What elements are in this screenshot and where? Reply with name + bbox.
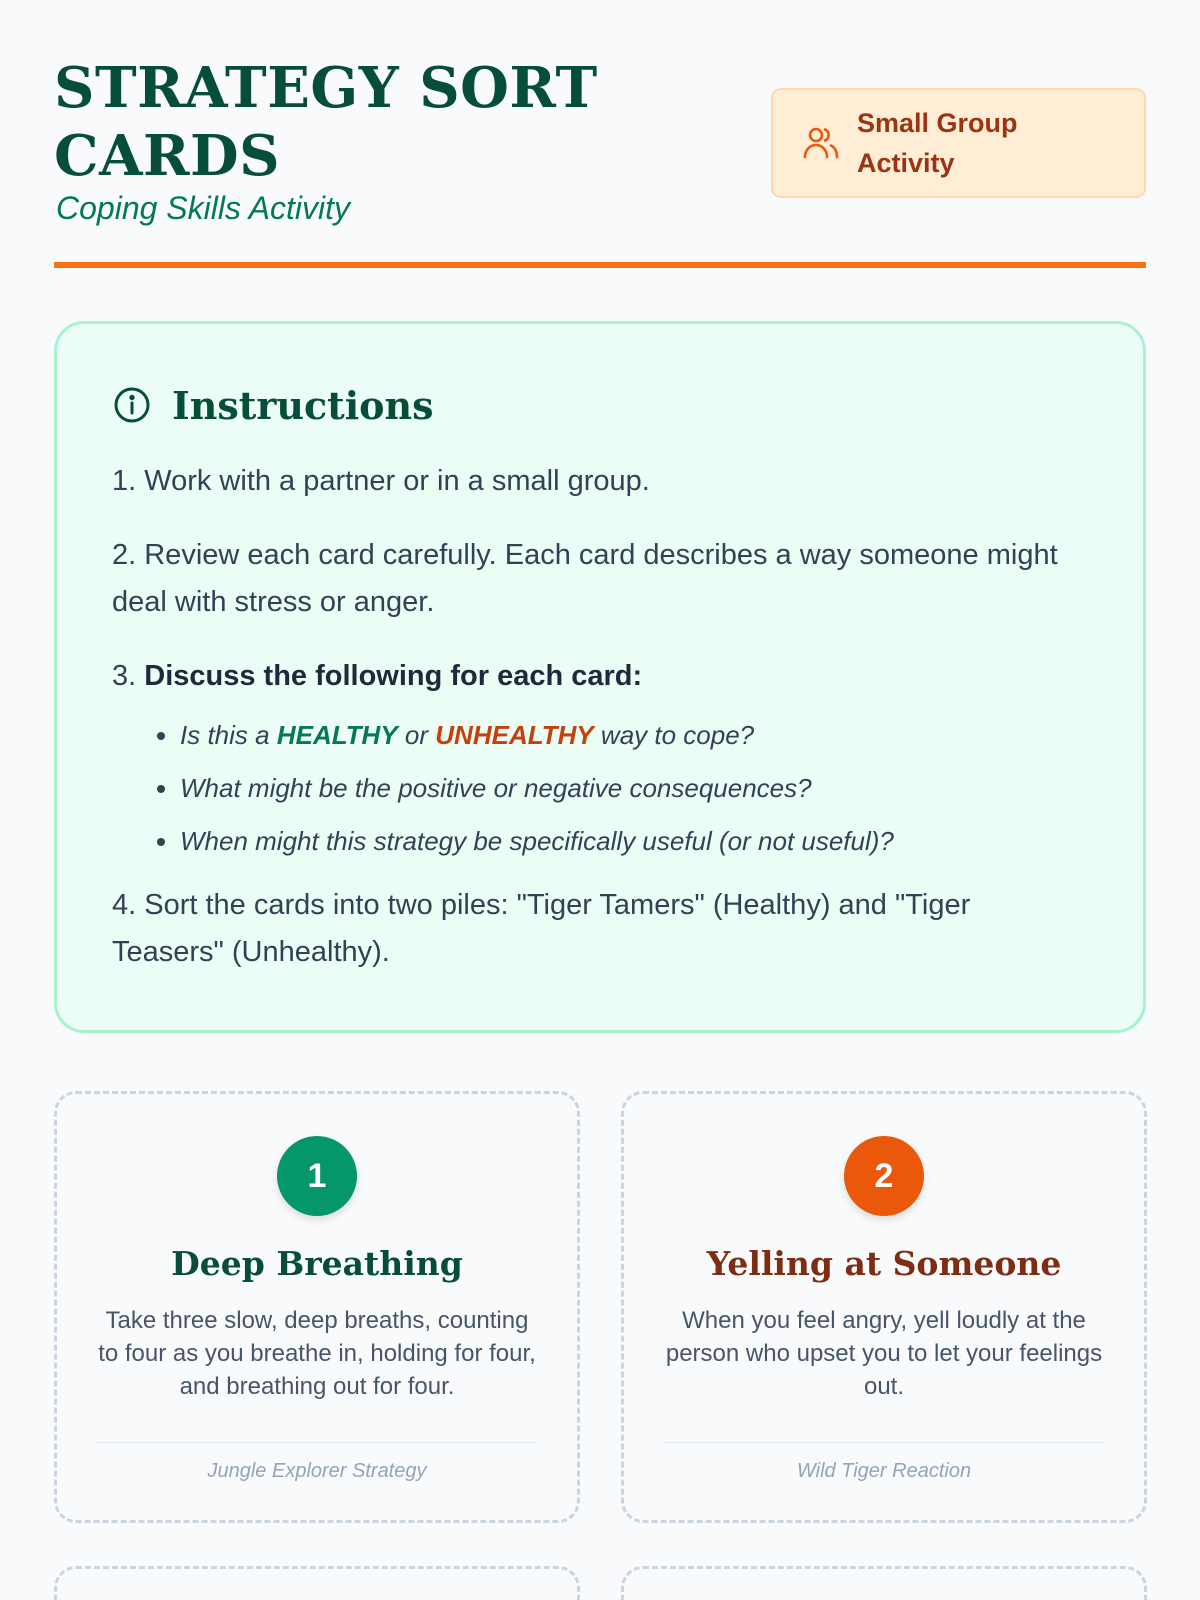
instructions-header: [112, 380, 1088, 430]
card-title: Deep Breathing: [171, 1244, 463, 1283]
instruction-step-1: 1. Work with a partner or in a small group.: [112, 465, 650, 497]
activity-badge-label: Small Group Activity: [857, 108, 1018, 178]
users-icon: [801, 123, 841, 163]
discussion-questions: [112, 709, 1088, 868]
card-number: 2: [844, 1136, 924, 1216]
card-divider: [97, 1442, 537, 1443]
instructions-panel: [54, 321, 1146, 1033]
page-header: [54, 0, 1146, 268]
strategy-card-partial[interactable]: [54, 1566, 580, 1600]
healthy-label: HEALTHY: [276, 720, 398, 750]
step-3-number: 3.: [112, 660, 137, 692]
instructions-title: Instructions: [172, 382, 434, 428]
step-3-text: Discuss the following for each card:: [144, 660, 643, 692]
question-item: • Is this a HEALTHY or UNHEALTHY way to cope?: [180, 709, 1088, 762]
strategy-card-partial[interactable]: [621, 1566, 1147, 1600]
instruction-step-3: [112, 653, 1088, 700]
card-title: Yelling at Someone: [706, 1244, 1062, 1283]
card-footer: Jungle Explorer Strategy: [207, 1460, 427, 1482]
strategy-card[interactable]: [54, 1091, 580, 1523]
page-title: STRATEGY SORT CARDS: [54, 55, 598, 189]
card-number: 1: [277, 1136, 357, 1216]
question-item: • What might be the positive or negative consequences?: [180, 762, 1088, 815]
unhealthy-label: UNHEALTHY: [435, 720, 594, 750]
question-item: • When might this strategy be specifically useful (or not useful)?: [180, 815, 1088, 868]
card-divider: [664, 1442, 1104, 1443]
card-description: Take three slow, deep breaths, counting to four as you breathe in, holding for four, and breathing out for four.: [98, 1307, 536, 1400]
instruction-step-2: 2. Review each card carefully. Each card describes a way someone might deal with stress or anger.: [112, 539, 1058, 618]
page-subtitle: Coping Skills Activity: [56, 190, 351, 226]
card-footer: Wild Tiger Reaction: [796, 1460, 972, 1482]
info-icon: [112, 385, 152, 425]
card-description: When you feel angry, yell loudly at the person who upset you to let your feelings out.: [665, 1307, 1103, 1400]
instruction-step-4: 4. Sort the cards into two piles: "Tiger Tamers" (Healthy) and "Tiger Teasers" (Unhealthy).: [112, 889, 971, 968]
strategy-card[interactable]: [621, 1091, 1147, 1523]
activity-badge: [771, 88, 1146, 198]
